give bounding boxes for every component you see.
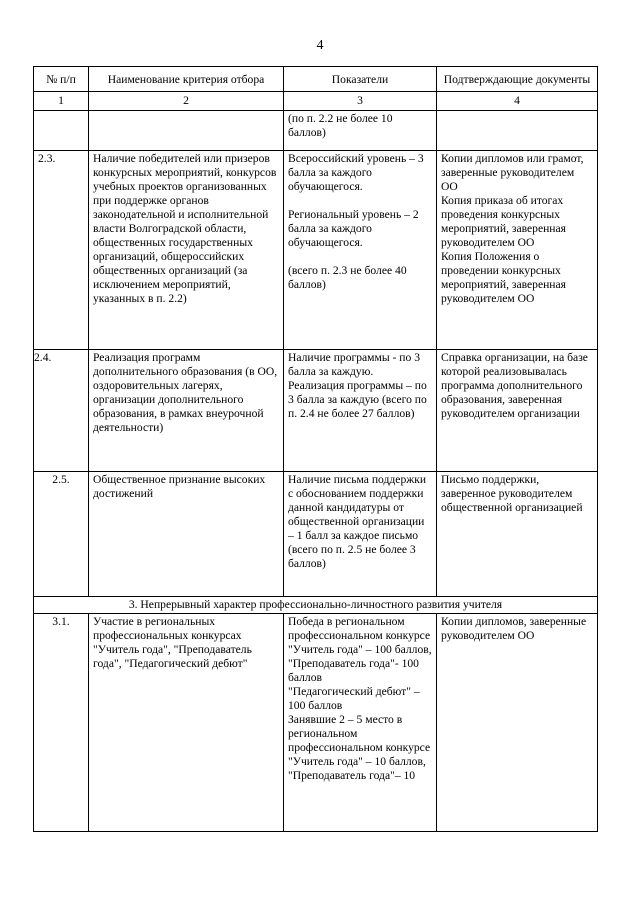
row-indicators bbox=[284, 111, 437, 151]
indicator-text: (по п. 2.2 не более 10 баллов) bbox=[288, 112, 393, 139]
page-number: 4 bbox=[316, 38, 324, 53]
criteria-table bbox=[33, 66, 598, 832]
table-row bbox=[34, 151, 598, 350]
row-number: 2.5. bbox=[34, 472, 89, 597]
table-row bbox=[34, 350, 598, 472]
document-text: Копия приказа об итогах проведения конкурсных мероприятий, заверенная руководителем ОО bbox=[441, 194, 566, 249]
indicator-text: Занявшие 2 – 5 место в региональном профессиональном конкурсе "Учитель года" – 10 баллов, bbox=[288, 713, 431, 768]
table-row bbox=[34, 614, 598, 832]
column-number: 3 bbox=[284, 92, 437, 111]
table-header-row bbox=[34, 67, 598, 92]
document-text: Копии дипломов или грамот, заверенные руководителем ОО bbox=[441, 152, 584, 193]
column-number: 1 bbox=[34, 92, 89, 111]
column-number-row bbox=[34, 92, 598, 111]
column-number: 2 bbox=[89, 92, 284, 111]
row-indicators bbox=[284, 151, 437, 350]
document-text: Копия Положения о проведении конкурсных мероприятий, заверенная руководителем ОО bbox=[441, 250, 566, 305]
section-title: 3. Непрерывный характер профессионально-личностного развития учителя bbox=[34, 597, 598, 614]
header-indicators: Показатели bbox=[284, 67, 437, 92]
row-criterion: Наличие победителей или призеров конкурсных мероприятий, конкурсов учебных проектов организованных при поддержке органов законодательной и исполнительной власти Волгоградской области, общественных государственных организаций, общероссийских общественных организаций (за исключением мероприятий, указанных в п. 2.2) bbox=[89, 151, 284, 350]
table-row bbox=[34, 472, 598, 597]
indicator-text: (всего п. 2.3 не более 40 баллов) bbox=[288, 264, 407, 291]
indicator-text: "Преподаватель года"– 10 bbox=[288, 769, 416, 782]
row-documents bbox=[437, 350, 598, 472]
section-row bbox=[34, 597, 598, 614]
indicator-text: Наличие письма поддержки с обоснованием поддержки данной кандидатуры от общественной организации – 1 балл за каждое письмо (всего по п. 2.5 не более 3 баллов) bbox=[288, 473, 427, 570]
row-criterion: Общественное признание высоких достижений bbox=[89, 472, 284, 597]
document-text: Справка организации, на базе которой реализовывалась программа дополнительного образования, заверенная руководителем организации bbox=[441, 351, 588, 420]
row-criterion: Участие в региональных профессиональных конкурсах "Учитель года", "Преподаватель года", "Педагогический дебют" bbox=[89, 614, 284, 832]
row-number: 2.3. bbox=[34, 151, 89, 350]
row-indicators bbox=[284, 472, 437, 597]
row-number: 2.4. bbox=[34, 350, 89, 472]
row-indicators bbox=[284, 350, 437, 472]
column-number: 4 bbox=[437, 92, 598, 111]
row-documents bbox=[437, 472, 598, 597]
indicator-text: Региональный уровень – 2 балла за каждого обучающегося. bbox=[288, 208, 419, 249]
table-row bbox=[34, 111, 598, 151]
row-indicators bbox=[284, 614, 437, 832]
header-documents: Подтверждающие документы bbox=[437, 67, 598, 92]
row-criterion: Реализация программ дополнительного образования (в ОО, оздоровительных лагерях, организации дополнительного образования, в рамках внеурочной деятельности) bbox=[89, 350, 284, 472]
document-text: Копии дипломов, заверенные руководителем ОО bbox=[441, 615, 587, 642]
header-criterion: Наименование критерия отбора bbox=[89, 67, 284, 92]
row-documents bbox=[437, 151, 598, 350]
row-number: 3.1. bbox=[34, 614, 89, 832]
indicator-text: "Педагогический дебют" – 100 баллов bbox=[288, 685, 420, 712]
row-documents bbox=[437, 614, 598, 832]
row-documents bbox=[437, 111, 598, 151]
header-number: № п/п bbox=[34, 67, 89, 92]
row-number bbox=[34, 111, 89, 151]
indicator-text: Наличие программы - по 3 балла за каждую. Реализация программы – по 3 балла за каждую (всего по п. 2.4 не более 27 баллов) bbox=[288, 351, 427, 420]
row-criterion bbox=[89, 111, 284, 151]
indicator-text: Победа в региональном профессиональном конкурсе "Учитель года" – 100 баллов, bbox=[288, 615, 432, 656]
indicator-text: Всероссийский уровень – 3 балла за каждого обучающегося. bbox=[288, 152, 424, 193]
indicator-text: "Преподаватель года"- 100 баллов bbox=[288, 657, 419, 684]
document-text: Письмо поддержки, заверенное руководителем общественной организацией bbox=[441, 473, 583, 514]
